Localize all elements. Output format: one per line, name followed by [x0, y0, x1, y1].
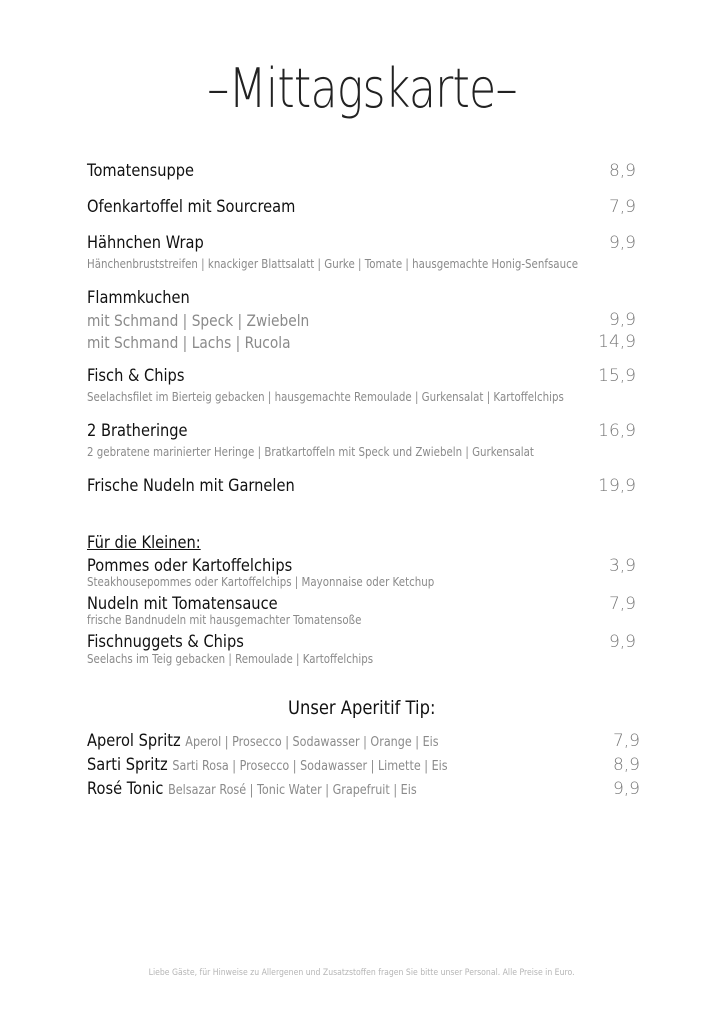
item-name: 2 Bratheringe	[87, 421, 188, 441]
item-description: Belsazar Rosé | Tonic Water | Grapefruit | Eis	[168, 783, 417, 798]
item-name: Aperol Spritz	[87, 731, 181, 751]
item-name: Hähnchen Wrap	[87, 233, 204, 253]
item-price: 7,9	[612, 731, 640, 751]
item-variant-price: 9,9	[608, 310, 636, 330]
item-description: Sarti Rosa | Prosecco | Sodawasser | Limette | Eis	[172, 759, 448, 774]
item-price: 7,9	[608, 594, 636, 614]
item-name: Nudeln mit Tomatensauce	[87, 594, 278, 614]
item-price: 16,9	[598, 421, 636, 441]
item-price: 9,9	[608, 233, 636, 253]
item-description: 2 gebratene marinierter Heringe | Bratkartoffeln mit Speck und Zwiebeln | Gurkensalat	[87, 444, 534, 459]
aperitif-line	[87, 757, 448, 774]
item-name: Ofenkartoffel mit Sourcream	[87, 197, 296, 217]
item-price: 8,9	[612, 755, 640, 775]
item-price: 3,9	[608, 556, 636, 576]
item-description: Steakhousepommes oder Kartoffelchips | Mayonnaise oder Ketchup	[87, 574, 435, 589]
footer-note	[0, 968, 724, 978]
item-price: 8,9	[608, 161, 636, 181]
item-name: Fisch & Chips	[87, 366, 185, 386]
item-name: Sarti Spritz	[87, 755, 168, 775]
item-name: Tomatensuppe	[87, 161, 195, 181]
item-name: Flammkuchen	[87, 288, 190, 308]
aperitif-line	[87, 781, 417, 798]
item-description: Seelachsfilet im Bierteig gebacken | hausgemachte Remoulade | Gurkensalat | Kartoffelchips	[87, 389, 564, 404]
item-name: Pommes oder Kartoffelchips	[87, 556, 293, 576]
footer-text: Liebe Gäste, für Hinweise zu Allergenen und Zusatzstoffen fragen Sie bitte unser Personal. Alle Preise in Euro.	[149, 968, 575, 978]
item-variant-label: mit Schmand | Lachs | Rucola	[87, 333, 291, 352]
item-description: Aperol | Prosecco | Sodawasser | Orange | Eis	[185, 735, 439, 750]
item-price: 19,9	[598, 476, 636, 496]
kids-section-heading: Für die Kleinen:	[87, 533, 201, 553]
aperitif-section-heading	[0, 699, 724, 718]
item-description: Seelachs im Teig gebacken | Remoulade | Kartoffelchips	[87, 651, 374, 666]
page-title: –Mittagskarte–	[207, 57, 517, 120]
item-price: 7,9	[608, 197, 636, 217]
item-price: 9,9	[612, 779, 640, 799]
item-price: 15,9	[598, 366, 636, 386]
item-name: Rosé Tonic	[87, 779, 164, 799]
item-name: Frische Nudeln mit Garnelen	[87, 476, 295, 496]
item-name: Fischnuggets & Chips	[87, 632, 244, 652]
aperitif-heading-text: Unser Aperitif Tip:	[288, 697, 436, 719]
item-price: 9,9	[608, 632, 636, 652]
item-description: Hänchenbruststreifen | knackiger Blattsalatt | Gurke | Tomate | hausgemachte Honig-Senfsauce	[87, 256, 579, 271]
item-variant-price: 14,9	[598, 332, 636, 352]
item-variant-label: mit Schmand | Speck | Zwiebeln	[87, 311, 310, 330]
aperitif-line	[87, 733, 439, 750]
item-description: frische Bandnudeln mit hausgemachter Tomatensoße	[87, 612, 362, 627]
